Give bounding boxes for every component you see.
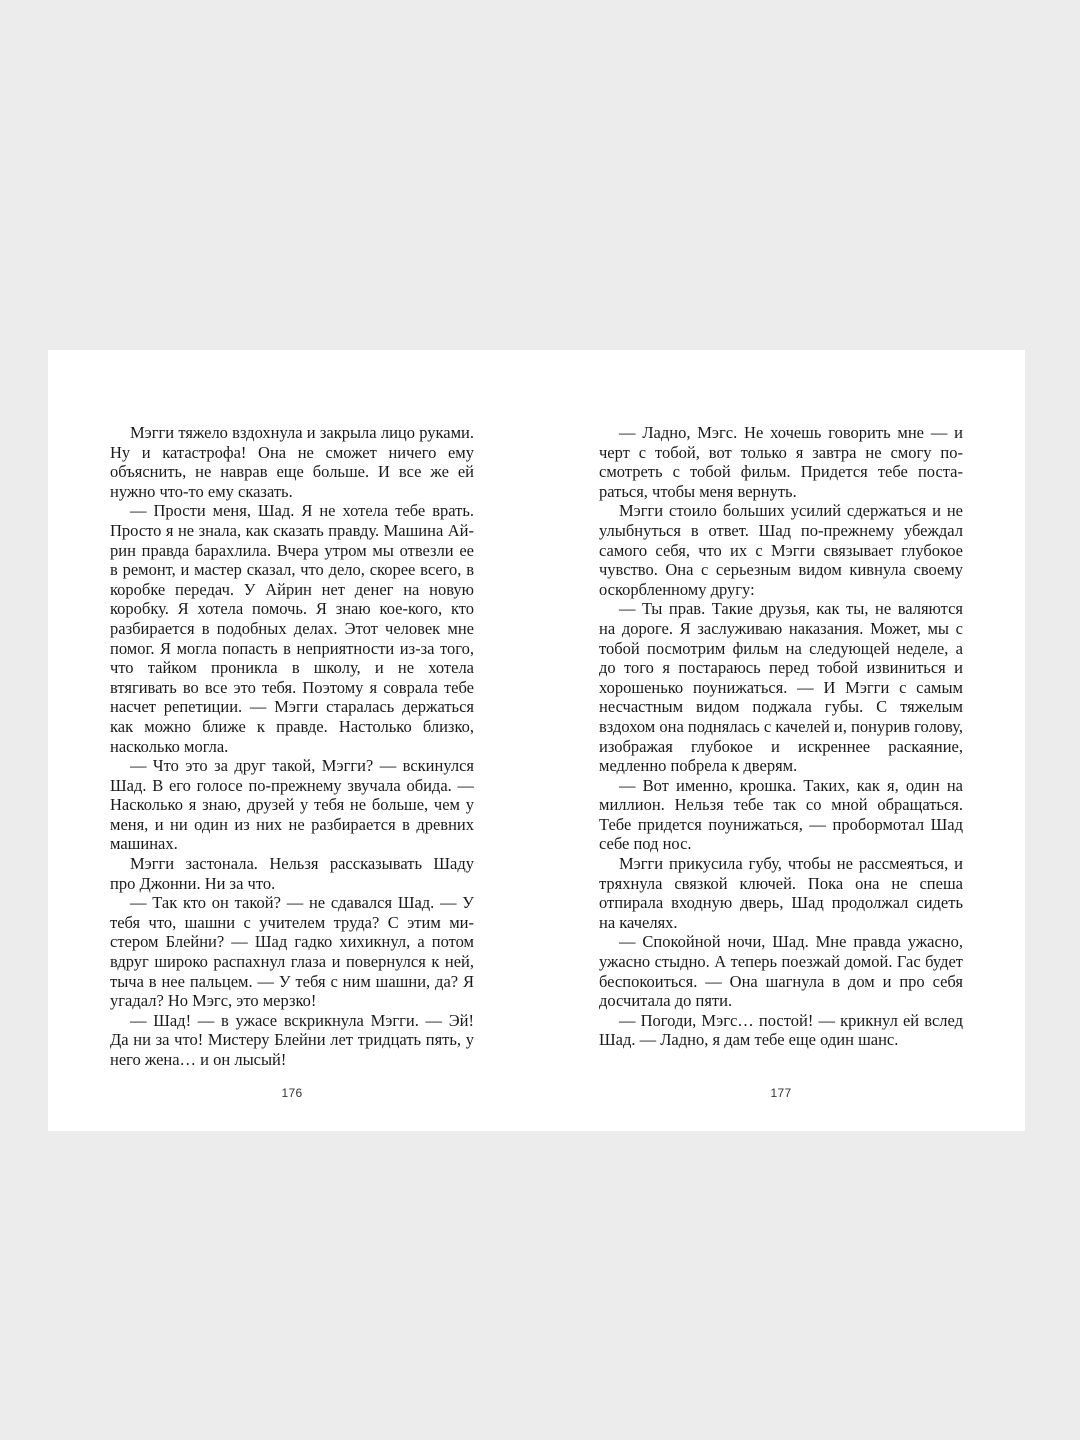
left-paragraph: — Так кто он такой? — не сдавался Шад. — У тебя что, шашни с учителем труда? С этим мистером Блейни? — Шад гадко хихикнул, а потом вдруг широко распахнул глаза и повернулся к ней, тыча в нее пальцем. — У тебя с ним шашни, да? Я угадал? Но Мэгс, это мерзко! bbox=[110, 893, 474, 1011]
left-paragraph: — Прости меня, Шад. Я не хотела тебе врать. Просто я не знала, как сказать правду. Машина Айрин правда барахлила. Вчера утром мы отвезли ее в ремонт, и мастер сказал, что дело, скорее всего, в коробке передач. У Айрин нет денег на новую коробку. Я хотела помочь. Я знаю кое-кого, кто разбирается в подобных делах. Этот человек мне помог. Я могла попасть в неприятности из-за того, что тайком проникла в школу, и не хотела втягивать во все это тебя. Поэтому я соврала тебе насчет репетиции. — Мэгги старалась держаться как можно ближе к правде. Настолько близко, насколько могла. bbox=[110, 501, 474, 756]
left-paragraph: Мэгги застонала. Нельзя рассказывать Шаду про Джонни. Ни за что. bbox=[110, 854, 474, 893]
right-paragraph: — Спокойной ночи, Шад. Мне правда ужасно, ужасно стыдно. А теперь поезжай домой. Гас будет беспокоиться. — Она шагнула в дом и про себя досчитала до пяти. bbox=[599, 932, 963, 1011]
left-paragraph: — Что это за друг такой, Мэгги? — вскинулся Шад. В его голосе по-прежнему звучала обида. — Насколько я знаю, друзей у тебя не больше, чем у меня, и ни один из них не разбирается в древних машинах. bbox=[110, 756, 474, 854]
right-paragraph: — Ладно, Мэгс. Не хочешь говорить мне — и черт с тобой, вот только я завтра не смогу посмотреть с тобой фильм. Придется тебе постараться, чтобы меня вернуть. bbox=[599, 423, 963, 501]
right-paragraph: — Погоди, Мэгс… постой! — крикнул ей вслед Шад. — Ладно, я дам тебе еще один шанс. bbox=[599, 1010, 963, 1050]
left-paragraph: — Шад! — в ужасе вскрикнула Мэгги. — Эй! Да ни за что! Мистеру Блейни лет тридцать пять, у него жена… и он лысый! bbox=[110, 1010, 474, 1069]
right-page-number: 177 bbox=[770, 1086, 792, 1100]
right-paragraph: — Ты прав. Такие друзья, как ты, не валяются на дороге. Я заслуживаю наказания. Может, мы с тобой посмотрим фильм на следующей неделе, а до того я постараюсь перед тобой извиниться и хорошенько поунижаться. — И Мэгги с самым несчастным видом поджала губы. С тяжелым вздохом она поднялась с качелей и, понурив голову, изображая глубокое и искреннее раскаяние, медленно побрела к дверям. bbox=[599, 599, 963, 776]
right-page-text bbox=[599, 423, 963, 1050]
right-paragraph: Мэгги прикусила губу, чтобы не рассмеяться, и тряхнула связкой ключей. Пока она не спеша отпирала входную дверь, Шад продолжал сидеть на качелях. bbox=[599, 854, 963, 932]
left-page-number: 176 bbox=[281, 1086, 303, 1100]
right-paragraph: Мэгги стоило больших усилий сдержаться и не улыбнуться в ответ. Шад по-прежнему убеждал самого себя, что их с Мэгги связывает глубокое чувство. Она с серьезным видом кивнула своему оскорбленному другу: bbox=[599, 501, 963, 599]
left-page-text bbox=[110, 423, 474, 1070]
right-paragraph: — Вот именно, крошка. Таких, как я, один на миллион. Нельзя тебе так со мной обращаться. Тебе придется поунижаться, — пробормотал Шад себе под нос. bbox=[599, 775, 963, 854]
book-spread bbox=[48, 350, 1025, 1131]
left-paragraph: Мэгги тяжело вздохнула и закрыла лицо руками. Ну и катастрофа! Она не сможет ничего ему объяснить, не наврав еще больше. И все же ей нужно что-то ему сказать. bbox=[110, 423, 474, 501]
